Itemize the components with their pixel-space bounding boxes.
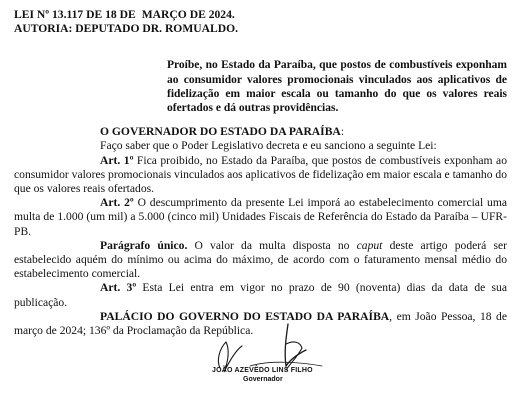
law-title [14, 8, 507, 22]
paragrafo-unico-text-a: O valor da multa disposta no [187, 238, 357, 252]
article-3-label: Art. 3º [100, 281, 137, 295]
article-1-label: Art. 1º [100, 153, 134, 167]
article-3 [14, 281, 507, 309]
closing-text: , em João Pessoa, 18 de março de 2024; 136º da Proclamação da República. [14, 309, 507, 338]
enactment-intro: Faço saber que o Poder Legislativo decreta e eu sanciono a seguinte Lei: [100, 139, 437, 153]
paragrafo-unico-label: Parágrafo único. [100, 238, 188, 252]
article-2-text: O descumprimento da presente Lei imporá ao estabelecimento comercial uma multa de 1.000 (um mil) a 5.000 (cinco mil) Unidades Fiscais de Referência do Estado da Paraíba – UFR-PB. [14, 196, 507, 238]
signatory-name: JOÃO AZEVÊDO LINS FILHO [212, 367, 313, 374]
article-1-text: Fica proibido, no Estado da Paraíba, que postos de combustíveis exponham ao consumidor valores promocionais vinculados aos aplicativos de fidelização em maior escala e tamanho do que os valores reais ofertados. [14, 153, 507, 196]
paragrafo-unico-text-b: deste artigo poderá ser estabelecido aquém do mínimo ou acima do máximo, de acordo com o faturamento mensal médio do estabelecimento comercial. [14, 238, 507, 281]
law-authorship: AUTORIA: DEPUTADO DR. ROMUALDO. [14, 22, 239, 36]
article-3-text: Esta Lei entra em vigor no prazo de 90 (noventa) dias da data de sua publicação. [14, 281, 507, 309]
law-title-number: LEI Nº 13.117 DE 18 DE [14, 8, 136, 21]
governor-title: O GOVERNADOR DO ESTADO DA PARAÍBA [100, 125, 341, 139]
article-2 [14, 196, 507, 239]
closing-palace: PALÁCIO DO GOVERNO DO ESTADO DA PARAÍBA [100, 309, 390, 323]
law-summary: Proíbe, no Estado da Paraíba, que postos de combustíveis exponham ao consumidor valores promocionais vinculados aos aplicativos de fidelização em maior escala ou tamanho do que os valores reais ofertados e dá outras providências. [167, 59, 507, 115]
governor-title-colon: : [340, 125, 345, 139]
article-2-label: Art. 2º [100, 196, 134, 210]
article-1 [14, 154, 507, 197]
governor-heading [100, 125, 507, 139]
paragrafo-unico-caput: caput [356, 238, 383, 252]
signatory-role: Governador [243, 376, 283, 383]
paragrafo-unico [14, 239, 507, 282]
law-title-date: MARÇO DE 2024. [141, 8, 235, 21]
